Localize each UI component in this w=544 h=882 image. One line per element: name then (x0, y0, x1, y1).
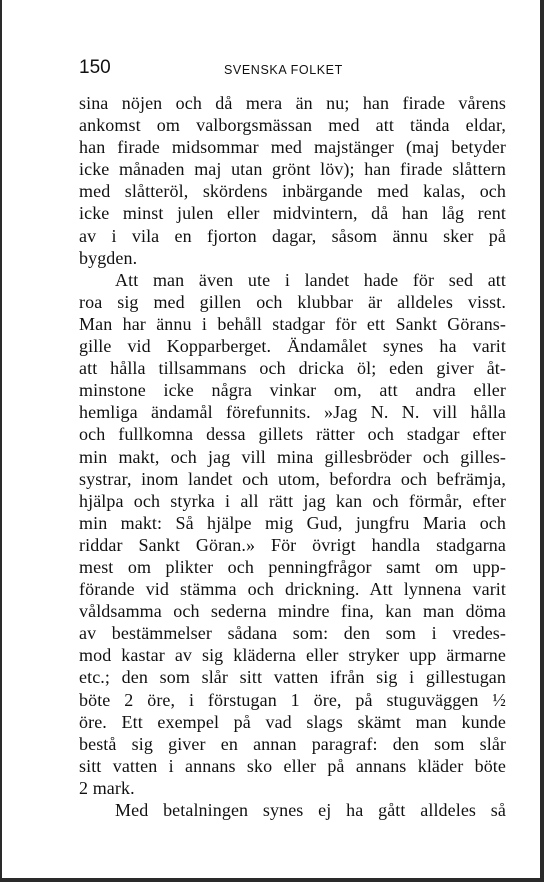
scan-left-edge (0, 0, 2, 882)
text-line: öre. Ett exempel på vad slags skämt man kunde (79, 711, 506, 732)
page-number: 150 (79, 57, 111, 78)
text-line: riddar Sankt Göran.» För övrigt handla stadgarna (79, 534, 506, 555)
text-line: icke månaden maj utan grönt löv); han firade slåttern (79, 159, 506, 180)
text-line: 2 mark. (79, 777, 135, 798)
text-line: sina nöjen och då mera än nu; han firade vårens (79, 93, 506, 113)
running-head: SVENSKA FOLKET (224, 63, 343, 77)
text-line: av i vila en fjorton dagar, såsom ännu sker på (79, 225, 506, 246)
text-line: böte 2 öre, i förstugan 1 öre, på stuguväggen ½ (79, 689, 506, 710)
text-line: etc.; den som slår sitt vatten ifrån sig i gillestugan (79, 667, 506, 688)
text-line: förande vid stämma och drickning. Att lynnena varit (79, 579, 506, 600)
body-text (79, 92, 506, 821)
text-line: hemliga ändamål förefunnits. »Jag N. N. vill hålla (79, 402, 506, 423)
text-line: bestå sig giver en annan paragraf: den som slår (79, 733, 506, 754)
text-line: hjälpa och styrka i all rätt jag kan och förmår, efter (79, 490, 506, 511)
text-line: sitt vatten i annans sko eller på annans kläder böte (79, 755, 506, 776)
text-line: mod kastar av sig kläderna eller stryker upp ärmarne (79, 645, 506, 666)
text-line: roa sig med gillen och klubbar är alldeles visst. (79, 291, 506, 312)
text-line: ankomst om valborgsmässan med att tända eldar, (79, 115, 506, 136)
text-line: Man har ännu i behåll stadgar för ett Sankt Görans- (79, 313, 506, 334)
text-line: min makt, och jag vill mina gillesbröder och gilles- (79, 446, 506, 467)
text-line: med slåtteröl, skördens inbärgande med kalas, och (79, 181, 506, 202)
text-line: bygden. (79, 247, 138, 268)
text-line: våldsamma och sederna mindre fina, kan man döma (79, 601, 506, 622)
text-line: av bestämmelser sådana som: den som i vredes- (79, 623, 506, 644)
text-line: minstone icke några vinkar om, att andra eller (79, 380, 506, 401)
scan-bottom-edge (0, 878, 544, 882)
text-line: gille vid Kopparberget. Ändamålet synes ha varit (79, 336, 506, 357)
text-line: och fullkomna dessa gillets rätter och stadgar efter (79, 424, 506, 445)
text-line: systrar, inom landet och utom, befordra och befrämja, (79, 468, 506, 489)
text-line: att hålla tillsammans och dricka öl; eden giver åt- (79, 358, 506, 379)
text-line: Med betalningen synes ej ha gått alldeles så (115, 800, 506, 820)
scan-right-edge (540, 0, 544, 882)
text-line: Att man även ute i landet hade för sed att (115, 269, 506, 290)
text-line: han firade midsommar med majstänger (maj betyder (79, 137, 506, 158)
text-line: mest om plikter och penningfrågor samt om upp- (79, 556, 506, 577)
text-line: icke minst julen eller midvintern, då han låg rent (79, 203, 506, 224)
page-header (79, 58, 506, 78)
text-line: min makt: Så hjälpe mig Gud, jungfru Maria och (79, 512, 506, 533)
